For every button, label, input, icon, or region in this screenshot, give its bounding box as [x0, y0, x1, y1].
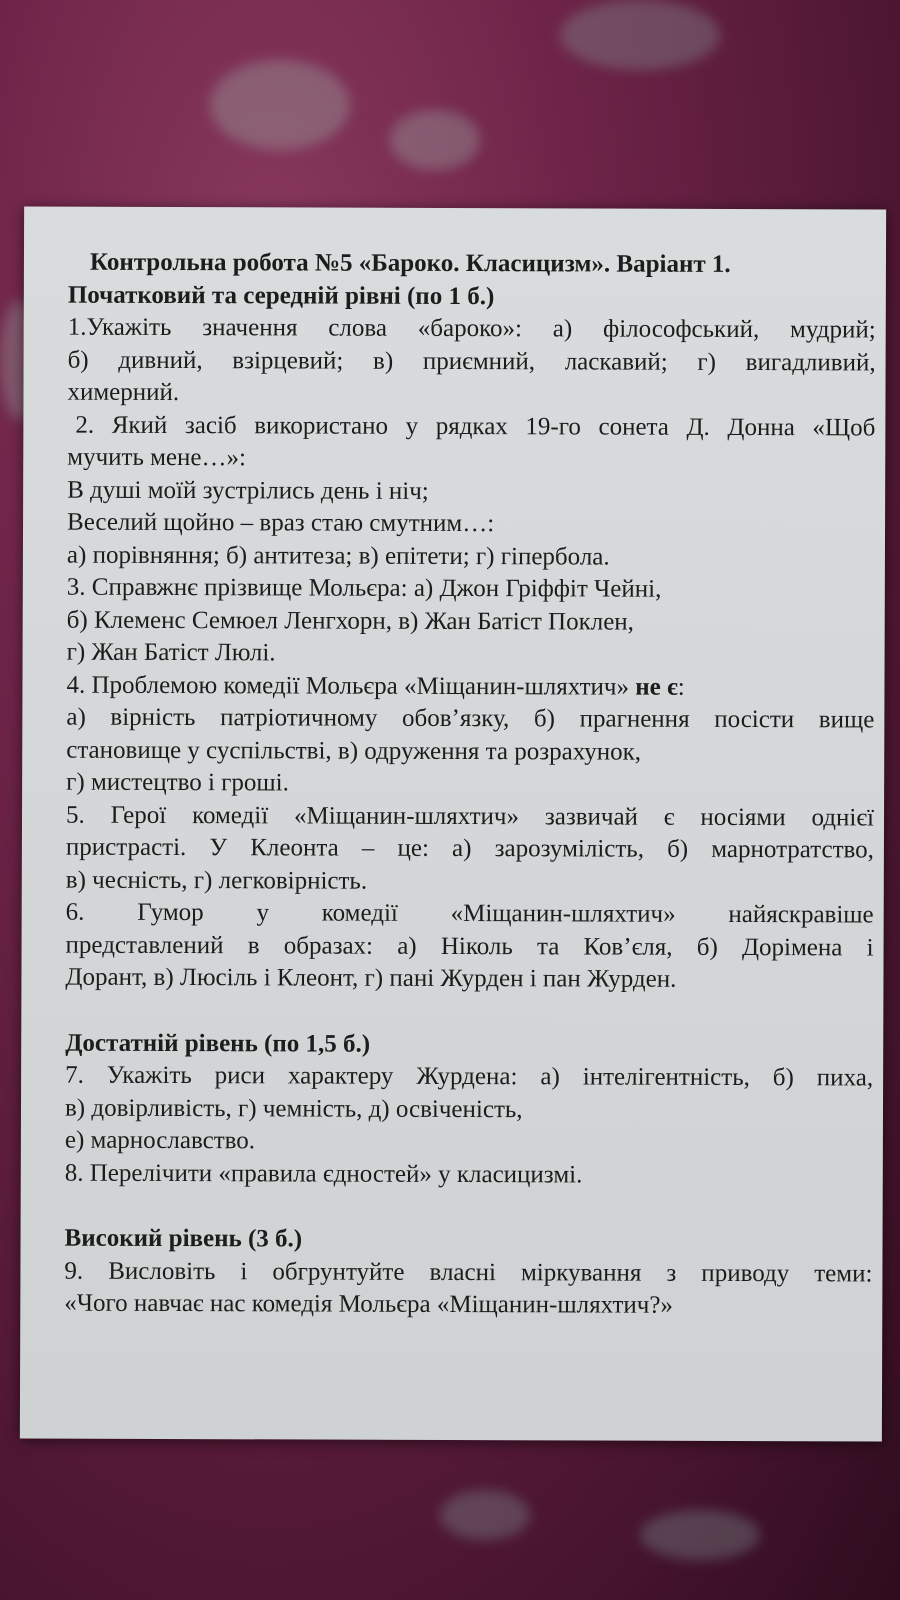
- q5-line-2: пристрасті. У Клеонта – це: а) зарозумілість, б) марнотратство,: [65, 833, 874, 864]
- q2-line-1: 2. Який засіб використано у рядках 19-го сонета Д. Донна «Щоб: [75, 411, 876, 441]
- q2-quote-line-1: В душі моїй зустрілись день і ніч;: [67, 476, 429, 505]
- test-sheet: [20, 206, 886, 1441]
- q8-line: 8. Перелічити «правила єдностей» у класицизмі.: [64, 1159, 583, 1188]
- q1-line-3: химерний.: [67, 378, 180, 407]
- section-heading-sufficient: Достатній рівень (по 1,5 б.): [65, 1029, 371, 1058]
- cloth-pattern: [440, 1490, 530, 1540]
- q4-line-3: становище у суспільстві, в) одруження та розрахунок,: [66, 736, 642, 766]
- q2-quote-line-2: Веселий щойно – враз стаю смутним…:: [67, 508, 495, 538]
- cloth-pattern: [640, 1510, 760, 1560]
- cloth-pattern: [390, 110, 480, 170]
- q4-text: 4. Проблемою комедії Мольєра «Міщанин-шляхтич»: [66, 671, 636, 701]
- q2-options: а) порівняння; б) антитеза; в) епітети; г) гіпербола.: [66, 541, 610, 571]
- q4-colon: :: [677, 673, 685, 701]
- q7-line-1: 7. Укажіть риси характеру Журдена: а) інтелігентність, б) пиха,: [65, 1061, 874, 1092]
- cloth-pattern: [560, 0, 720, 70]
- sheet-content: [64, 247, 876, 1323]
- spacer: [65, 1190, 873, 1226]
- q9-line-2: «Чого навчає нас комедія Мольєра «Міщанин-шляхтич?»: [64, 1289, 673, 1319]
- document-title: Контрольна робота №5 «Бароко. Класицизм». Варіант 1.: [89, 248, 731, 278]
- q3-line-2: б) Клеменс Семюел Ленгхорн, в) Жан Батіст Поклен,: [66, 606, 635, 636]
- section-heading-high: Високий рівень (3 б.): [64, 1224, 303, 1253]
- q5-line-3: в) чесність, г) легковірність.: [65, 866, 368, 895]
- q7-line-3: е) марнославство.: [64, 1126, 256, 1155]
- spacer: [65, 994, 873, 1030]
- q4-line-2: а) вірність патріотичному обов’язку, б) прагнення посісти вище: [66, 703, 875, 734]
- q7-line-2: в) довірливість, г) чемність, д) освіченість,: [64, 1094, 523, 1123]
- q3-line-1: 3. Справжнє прізвище Мольєра: а) Джон Гріффіт Чейні,: [66, 573, 662, 603]
- q6-line-3: Дорант, в) Люсіль і Клеонт, г) пані Журден і пан Журден.: [65, 963, 677, 993]
- cloth-pattern: [210, 60, 350, 150]
- q3-line-3: г) Жан Батіст Люлі.: [66, 638, 276, 667]
- q6-line-1: 6. Гумор у комедії «Міщанин-шляхтич» найяскравіше: [65, 898, 874, 929]
- q5-line-1: 5. Герої комедії «Міщанин-шляхтич» зазвичай є носіями однієї: [65, 801, 875, 831]
- q9-line-1: 9. Висловіть і обгрунтуйте власні міркування з приводу теми:: [64, 1257, 873, 1287]
- q1-line-1: 1.Укажіть значення слова «бароко»: а) філософський, мудрий;: [67, 313, 876, 344]
- q4-emphasis: не є: [635, 673, 678, 701]
- q1-line-2: б) дивний, взірцевий; в) приємний, ласкавий; г) вигадливий,: [67, 346, 876, 376]
- q2-line-2: мучить мене…»:: [67, 443, 247, 472]
- section-heading-basic: Початковий та середній рівні (по 1 б.): [67, 281, 495, 310]
- q6-line-2: представлений в образах: а) Ніколь та Ков’єля, б) Дорімена і: [65, 931, 874, 961]
- q4-line-1: [66, 669, 874, 704]
- q4-line-4: г) мистецтво і гроші.: [66, 768, 289, 797]
